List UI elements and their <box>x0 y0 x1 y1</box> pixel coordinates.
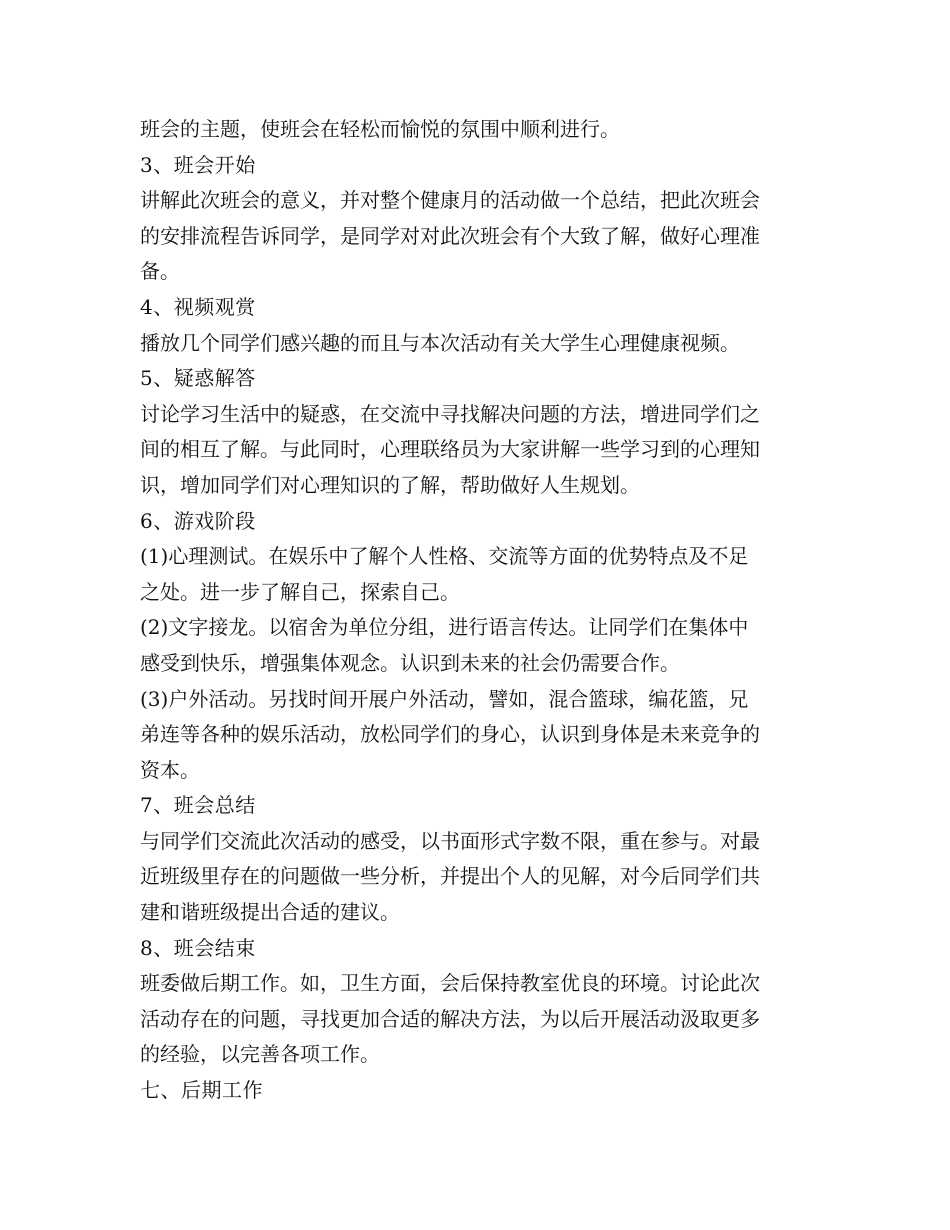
document-page <box>140 112 815 1109</box>
text-line: 的安排流程告诉同学，是同学对对此次班会有个大致了解，做好心理准 <box>140 223 760 248</box>
text-line: 感受到快乐，增强集体观念。认识到未来的社会仍需要合作。 <box>140 650 680 675</box>
text-line: 近班级里存在的问题做一些分析，并提出个人的见解，对今后同学们共 <box>140 864 760 889</box>
section-heading: 5、疑惑解答 <box>140 366 256 391</box>
text-line: 的经验，以完善各项工作。 <box>140 1042 380 1067</box>
text-line: 建和谐班级提出合适的建议。 <box>140 900 400 925</box>
text-line: 与同学们交流此次活动的感受，以书面形式字数不限，重在参与。对最 <box>140 828 760 853</box>
section-heading: 3、班会开始 <box>140 152 256 177</box>
text-line: 班会的主题，使班会在轻松而愉悦的氛围中顺利进行。 <box>140 117 620 141</box>
text-line: (2)文字接龙。以宿舍为单位分组，进行语言传达。让同学们在集体中 <box>140 615 749 640</box>
section-heading: 8、班会结束 <box>140 935 256 960</box>
section-heading: 4、视频观赏 <box>140 294 256 319</box>
text-line: 讨论学习生活中的疑惑，在交流中寻找解决问题的方法，增进同学们之 <box>140 401 760 426</box>
section-heading: 6、游戏阶段 <box>140 508 256 533</box>
text-line: 播放几个同学们感兴趣的而且与本次活动有关大学生心理健康视频。 <box>140 330 740 355</box>
text-line: 弟连等各种的娱乐活动，放松同学们的身心，认识到身体是未来竞争的 <box>140 722 760 747</box>
text-line: 讲解此次班会的意义，并对整个健康月的活动做一个总结，把此次班会 <box>140 188 760 213</box>
text-line: 间的相互了解。与此同时，心理联络员为大家讲解一些学习到的心理知 <box>140 437 760 462</box>
text-line: 识，增加同学们对心理知识的了解，帮助做好人生规划。 <box>140 472 640 497</box>
section-heading: 七、后期工作 <box>140 1078 263 1103</box>
section-heading: 7、班会总结 <box>140 793 256 818</box>
text-line: (3)户外活动。另找时间开展户外活动，譬如，混合篮球，编花篮，兄 <box>140 686 749 711</box>
text-line: 资本。 <box>140 757 200 782</box>
text-line: (1)心理测试。在娱乐中了解个人性格、交流等方面的优势特点及不足 <box>140 544 749 569</box>
text-line: 班委做后期工作。如，卫生方面，会后保持教室优良的环境。讨论此次 <box>140 971 760 996</box>
text-line: 备。 <box>140 259 180 284</box>
text-line: 活动存在的问题，寻找更加合适的解决方法，为以后开展活动汲取更多 <box>140 1006 760 1031</box>
text-line: 之处。进一步了解自己，探索自己。 <box>140 579 460 604</box>
